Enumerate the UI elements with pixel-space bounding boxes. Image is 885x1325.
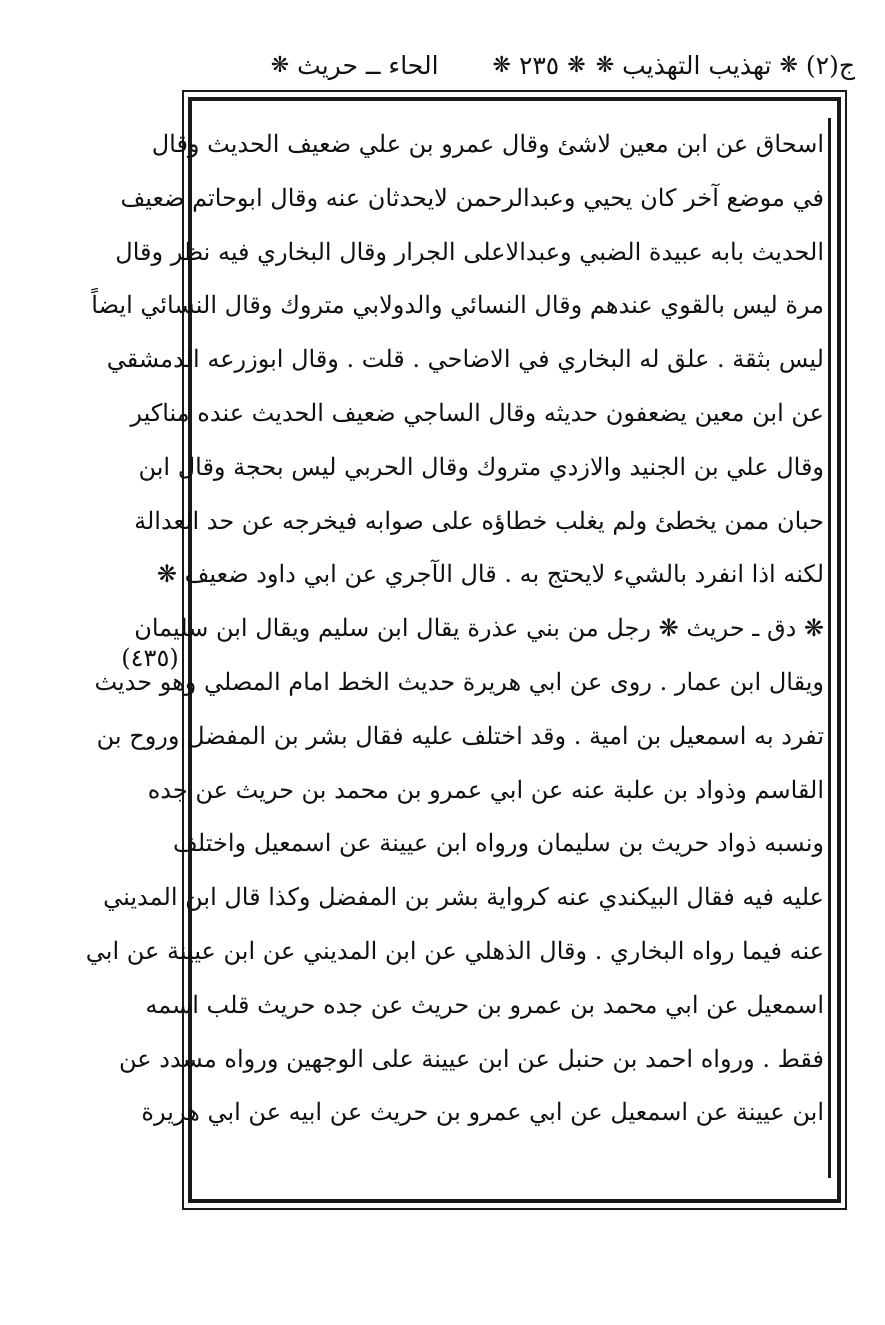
text-line: حبان ممن يخطئ ولم يغلب خطاؤه على صوابه فيخرجه عن حد العدالة bbox=[134, 506, 824, 535]
text-line: عن ابن معين يضعفون حديثه وقال الساجي ضعيف الحديث عنده مناكير bbox=[130, 398, 824, 427]
text-line: ويقال ابن عمار . روى عن ابي هريرة حديث الخط امام المصلي وهو حديث bbox=[94, 667, 824, 696]
entry-heading-line: ❋ دق ـ حريث ❋ رجل من بني عذرة يقال ابن سليم ويقال ابن سليمان bbox=[134, 614, 824, 643]
text-line: وقال علي بن الجنيد والازدي متروك وقال الحربي ليس بحجة وقال ابن bbox=[138, 452, 824, 481]
ornament-icon: ❋ bbox=[270, 52, 290, 78]
text-line: ابن عيينة عن اسمعيل عن ابي عمرو بن حريث عن ابيه عن ابي هريرة bbox=[141, 1098, 824, 1127]
section-title: الحاء ــ حريث bbox=[297, 50, 439, 80]
ornament-icon: ❋ bbox=[567, 52, 586, 78]
margin-entry-number: (٤٣٥) bbox=[121, 644, 179, 672]
page-number: ٢٣٥ bbox=[518, 50, 560, 80]
frame-rule bbox=[828, 118, 831, 1178]
text-line: لكنه اذا انفرد بالشيء لايحتج به . قال الآجري عن ابي داود ضعيف ❋ bbox=[156, 560, 824, 589]
text-line: فقط . ورواه احمد بن حنبل عن ابن عيينة على الوجهين ورواه مسدد عن bbox=[119, 1044, 824, 1073]
running-header bbox=[175, 44, 855, 86]
text-line: في موضع آخر كان يحيي وعبدالرحمن لايحدثان عنه وقال ابوحاتم ضعيف bbox=[120, 183, 824, 212]
text-line: اسمعيل عن ابي محمد بن عمرو بن حريث عن جده حريث قلب اسمه bbox=[145, 990, 824, 1019]
text-line: الحديث بابه عبيدة الضبي وعبدالاعلى الجرار وقال البخاري فيه نظر وقال bbox=[115, 237, 824, 266]
text-line: عنه فيما رواه البخاري . وقال الذهلي عن ابن المديني عن ابن عيينة عن ابي bbox=[85, 936, 824, 965]
text-line: اسحاق عن ابن معين لاشئ وقال عمرو بن علي ضعيف الحديث وقال bbox=[151, 130, 824, 158]
text-line: ليس بثقة . علق له البخاري في الاضاحي . قلت . وقال ابوزرعه الدمشقي bbox=[106, 345, 824, 374]
text-line: عليه فيه فقال البيكندي عنه كرواية بشر بن المفضل وكذا قال ابن المديني bbox=[103, 883, 824, 912]
text-line: القاسم وذواد بن علبة عنه عن ابي عمرو بن محمد بن حريث عن جده bbox=[147, 775, 824, 804]
book-title: تهذيب التهذيب bbox=[622, 50, 772, 80]
text-line: تفرد به اسمعيل بن امية . وقد اختلف عليه فقال بشر بن المفضل وروح بن bbox=[96, 721, 824, 750]
text-line: مرة ليس بالقوي عندهم وقال النسائي والدولابي متروك وقال النسائي ايضاً bbox=[91, 291, 824, 320]
ornament-icon: ❋ bbox=[595, 52, 615, 78]
volume-label: ج(٢) bbox=[805, 50, 855, 80]
ornament-icon: ❋ bbox=[492, 52, 511, 78]
ornament-icon: ❋ bbox=[779, 52, 798, 78]
text-line: ونسبه ذواد حريث بن سليمان ورواه ابن عيينة عن اسمعيل واختلف bbox=[173, 829, 824, 858]
